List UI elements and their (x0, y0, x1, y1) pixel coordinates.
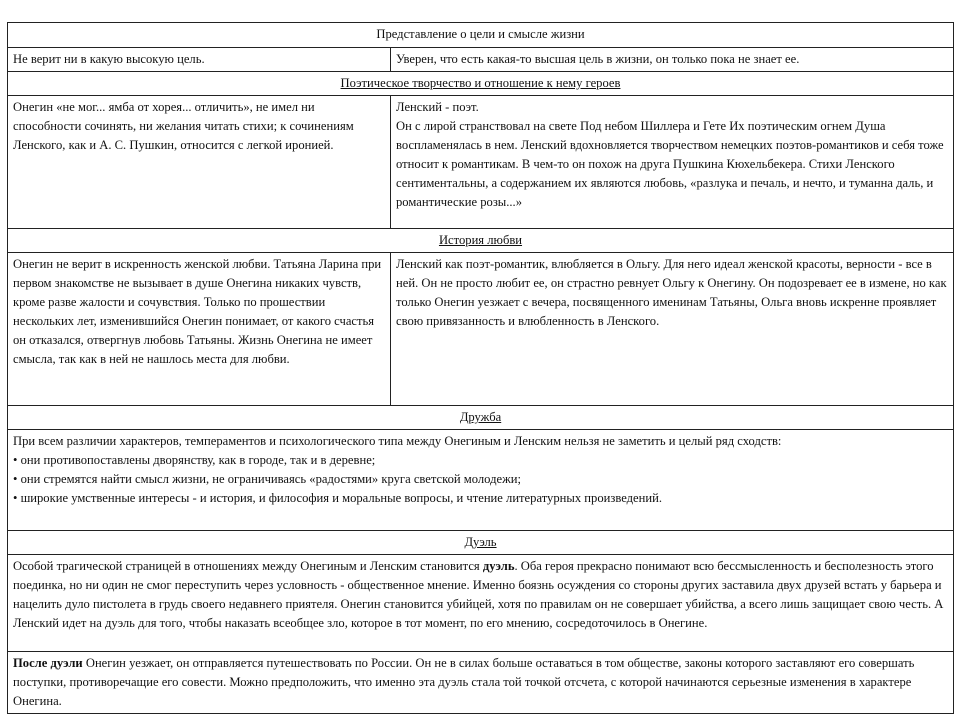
friendship-cell (8, 430, 954, 531)
duel-heading (8, 531, 954, 555)
table-row (8, 555, 954, 652)
section-heading-row (8, 229, 954, 253)
section-heading-row (8, 23, 954, 48)
friendship-heading (8, 406, 954, 430)
friendship-heading-text: Дружба (459, 410, 502, 424)
love-onegin-cell: Онегин не верит в искренность женской любви. Татьяна Ларина при первом знакомстве не вызывает в душе Онегина никаких чувств, кроме разве жалости и сочувствия. Только по прошествии нескольких лет, изменившийся Онегин понимает, от какого счастья он отказался, отвергнув любовь Татьяны. Жизнь Онегина не имеет смысла, так как в ней не нашлось места для любви. (8, 253, 391, 406)
duel-cell (8, 555, 954, 652)
table-row (8, 48, 954, 72)
duel-text-rest: . Оба героя прекрасно понимают всю бессмысленность и бесполезность этого поединка, но ни один не смог переступить через условность - общественное мнение. Именно боязнь осуждения со стороны других заставила двух друзей встать у барьера и нацелить дуло пистолета в грудь своего недавнего приятеля. Онегин становится убийцей, хотя по правилам он не совершает убийства, а всего лишь защищает свою честь. А Ленский идет на дуэль для того, чтобы наказать всеобщее зло, которое в тот момент, по его мнению, сосредоточилось в Онегине. (13, 559, 944, 630)
friendship-intro: При всем различии характеров, темпераментов и психологического типа между Онегиным и Ленским нельзя не заметить и целый ряд сходств: (13, 434, 782, 448)
poetry-heading (8, 72, 954, 96)
love-heading-text: История любви (438, 233, 523, 247)
section-heading-row (8, 531, 954, 555)
poetry-heading-text: Поэтическое творчество и отношение к нему героев (340, 76, 621, 90)
friendship-list (13, 451, 948, 508)
table-row (8, 652, 954, 714)
goal-lensky-cell: Уверен, что есть какая-то высшая цель в жизни, он только пока не знает ее. (391, 48, 954, 72)
duel-text-start: Особой трагической страницей в отношениях между Онегиным и Ленским становится (13, 559, 483, 573)
duel-heading-text: Дуэль (464, 535, 497, 549)
comparison-table (7, 22, 954, 714)
poetry-onegin-cell: Онегин «не мог... ямба от хорея... отличить», не имел ни способности сочинять, ни желания читать стихи; к сочинениям Ленского, как и А. С. Пушкин, относится с легкой иронией. (8, 96, 391, 229)
list-item: • они стремятся найти смысл жизни, не ограничиваясь «радостями» круга светской молодежи; (13, 470, 948, 489)
poetry-lensky-title: Ленский - поэт. (396, 100, 479, 114)
section-heading-row (8, 72, 954, 96)
after-duel-keyword: После дуэли (13, 656, 83, 670)
love-heading (8, 229, 954, 253)
goal-onegin-cell: Не верит ни в какую высокую цель. (8, 48, 391, 72)
table-row (8, 96, 954, 229)
after-duel-text: Онегин уезжает, он отправляется путешествовать по России. Он не в силах больше оставаться в том обществе, законы которого заставляют его совершать поступки, противоречащие его совести. Можно предположить, что именно эта дуэль стала той точкой отсчета, с которой начинаются серьезные изменения в характере Онегина. (13, 656, 915, 708)
duel-keyword: дуэль (482, 559, 515, 573)
list-item: • они противопоставлены дворянству, как в городе, так и в деревне; (13, 451, 948, 470)
poetry-lensky-text: Он с лирой странствовал на свете Под небом Шиллера и Гете Их поэтическим огнем Душа воспламенялась в нем. Ленский вдохновляется творчеством немецких поэтов-романтиков и себя тоже относит к романтикам. В чем-то он похож на друга Пушкина Кюхельбекера. Стихи Ленского сентиментальны, а содержанием их являются любовь, «разлука и печаль, и нечто, и туманна даль, и романтические розы...» (396, 119, 944, 209)
poetry-lensky-cell (391, 96, 954, 229)
section-heading-row (8, 406, 954, 430)
after-duel-cell (8, 652, 954, 714)
goal-heading (8, 23, 954, 48)
list-item: • широкие умственные интересы - и история, и философия и моральные вопросы, и чтение литературных произведений. (13, 489, 948, 508)
love-lensky-cell: Ленский как поэт-романтик, влюбляется в Ольгу. Для него идеал женской красоты, верности - все в ней. Он не просто любит ее, он страстно ревнует Ольгу к Онегину. Он подозревает ее в измене, но как только Онегин уезжает с вечера, посвященного именинам Татьяны, Ольга вновь искренне проявляет свою привязанность и влюбленность в Ленского. (391, 253, 954, 406)
table-row (8, 430, 954, 531)
table-row (8, 253, 954, 406)
goal-heading-text: Представление о цели и смысле жизни (376, 27, 585, 41)
